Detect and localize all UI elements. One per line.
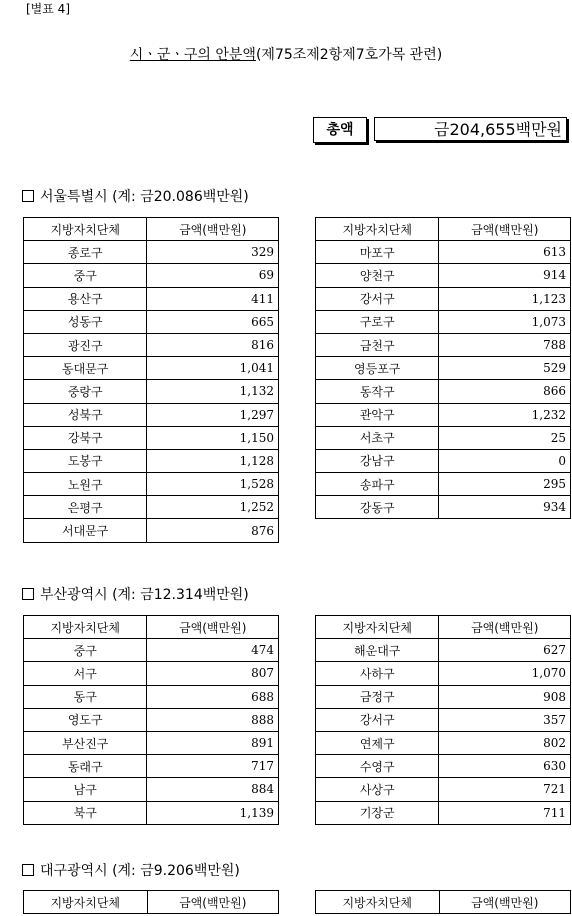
district-name: 강서구 — [316, 287, 439, 310]
district-name: 수영구 — [316, 755, 439, 778]
checkbox-square-icon — [22, 864, 34, 876]
district-amount: 1,528 — [147, 473, 279, 496]
district-name: 남구 — [24, 778, 147, 801]
section-title: 서울특별시 (계: 금20.086백만원) — [40, 189, 249, 205]
table-header-row — [316, 218, 571, 241]
district-amount: 529 — [439, 357, 571, 380]
table-row — [316, 333, 571, 356]
district-amount: 866 — [439, 380, 571, 403]
district-amount: 613 — [439, 241, 571, 264]
district-amount: 474 — [147, 639, 279, 662]
table-row — [24, 403, 279, 426]
table-header-row — [24, 218, 279, 241]
district-amount: 1,232 — [439, 403, 571, 426]
busan-table-right — [315, 615, 571, 825]
table-row — [316, 731, 571, 754]
header-name: 지방자치단체 — [316, 616, 439, 639]
section-daegu — [22, 860, 240, 880]
district-amount: 1,123 — [439, 287, 571, 310]
table-row — [316, 778, 571, 801]
total-label: 총액 — [313, 117, 367, 143]
district-name: 중구 — [24, 639, 147, 662]
district-name: 송파구 — [316, 473, 439, 496]
table-row — [24, 357, 279, 380]
district-amount: 807 — [147, 662, 279, 685]
district-name: 강남구 — [316, 449, 439, 472]
district-name: 영등포구 — [316, 357, 439, 380]
header-amount: 금액(백만원) — [147, 616, 279, 639]
table-row — [316, 496, 571, 519]
district-name: 서대문구 — [24, 519, 147, 542]
header-name: 지방자치단체 — [316, 218, 439, 241]
district-name: 강동구 — [316, 496, 439, 519]
table-row — [316, 685, 571, 708]
district-amount: 908 — [439, 685, 571, 708]
table-row — [316, 310, 571, 333]
district-name: 금정구 — [316, 685, 439, 708]
district-amount: 1,073 — [439, 310, 571, 333]
district-name: 용산구 — [24, 287, 147, 310]
district-amount: 69 — [147, 264, 279, 287]
district-name: 중랑구 — [24, 380, 147, 403]
district-amount: 717 — [147, 755, 279, 778]
table-row — [316, 380, 571, 403]
district-amount: 688 — [147, 685, 279, 708]
table-row — [316, 426, 571, 449]
district-name: 성동구 — [24, 310, 147, 333]
table-row — [316, 287, 571, 310]
district-name: 종로구 — [24, 241, 147, 264]
district-name: 양천구 — [316, 264, 439, 287]
district-amount: 888 — [147, 708, 279, 731]
district-amount: 1,128 — [147, 449, 279, 472]
header-amount: 금액(백만원) — [147, 218, 279, 241]
district-name: 기장군 — [316, 801, 439, 824]
header-name: 지방자치단체 — [24, 218, 147, 241]
header-amount: 금액(백만원) — [439, 218, 571, 241]
header-name: 지방자치단체 — [24, 891, 148, 914]
table-row — [24, 519, 279, 542]
district-amount: 630 — [439, 755, 571, 778]
district-amount: 1,041 — [147, 357, 279, 380]
district-name: 사하구 — [316, 662, 439, 685]
district-name: 연제구 — [316, 731, 439, 754]
district-amount: 711 — [439, 801, 571, 824]
district-name: 중구 — [24, 264, 147, 287]
table-row — [24, 333, 279, 356]
district-name: 서초구 — [316, 426, 439, 449]
district-amount: 891 — [147, 731, 279, 754]
table-row — [24, 473, 279, 496]
checkbox-square-icon — [22, 588, 34, 600]
table-row — [24, 380, 279, 403]
annex-note: [별표 4] — [26, 2, 70, 16]
table-header-row — [24, 891, 279, 914]
table-row — [316, 264, 571, 287]
daegu-table-right — [315, 890, 571, 914]
header-amount: 금액(백만원) — [147, 891, 279, 914]
table-header-row — [316, 616, 571, 639]
district-amount: 295 — [439, 473, 571, 496]
district-amount: 934 — [439, 496, 571, 519]
title-main: 시ㆍ군ㆍ구의 안분액 — [129, 47, 256, 63]
district-amount: 876 — [147, 519, 279, 542]
header-amount: 금액(백만원) — [439, 891, 571, 914]
header-amount: 금액(백만원) — [439, 616, 571, 639]
table-header-row — [316, 891, 571, 914]
district-name: 영도구 — [24, 708, 147, 731]
district-amount: 816 — [147, 333, 279, 356]
table-row — [24, 801, 279, 824]
table-row — [24, 639, 279, 662]
district-amount: 1,297 — [147, 403, 279, 426]
table-row — [24, 755, 279, 778]
district-name: 해운대구 — [316, 639, 439, 662]
section-seoul — [22, 186, 249, 206]
table-row — [24, 310, 279, 333]
district-amount: 665 — [147, 310, 279, 333]
table-row — [24, 264, 279, 287]
district-name: 동래구 — [24, 755, 147, 778]
district-amount: 802 — [439, 731, 571, 754]
seoul-table-right — [315, 217, 571, 519]
table-row — [316, 449, 571, 472]
district-name: 금천구 — [316, 333, 439, 356]
table-row — [24, 241, 279, 264]
district-amount: 721 — [439, 778, 571, 801]
district-name: 성북구 — [24, 403, 147, 426]
district-name: 도봉구 — [24, 449, 147, 472]
district-amount: 1,132 — [147, 380, 279, 403]
district-name: 부산진구 — [24, 731, 147, 754]
total-value: 금204,655백만원 — [374, 117, 567, 141]
district-name: 강북구 — [24, 426, 147, 449]
district-name: 동작구 — [316, 380, 439, 403]
table-row — [24, 662, 279, 685]
table-row — [24, 496, 279, 519]
table-row — [316, 801, 571, 824]
table-row — [24, 685, 279, 708]
table-row — [24, 731, 279, 754]
table-row — [316, 708, 571, 731]
district-name: 관악구 — [316, 403, 439, 426]
district-amount: 329 — [147, 241, 279, 264]
district-name: 노원구 — [24, 473, 147, 496]
table-row — [316, 639, 571, 662]
seoul-table-left — [23, 217, 279, 543]
section-title: 부산광역시 (계: 금12.314백만원) — [40, 587, 249, 603]
busan-table-left — [23, 615, 279, 825]
district-amount: 0 — [439, 449, 571, 472]
district-amount: 788 — [439, 333, 571, 356]
district-amount: 1,252 — [147, 496, 279, 519]
district-name: 은평구 — [24, 496, 147, 519]
district-name: 동대문구 — [24, 357, 147, 380]
table-row — [316, 241, 571, 264]
table-row — [316, 662, 571, 685]
district-name: 구로구 — [316, 310, 439, 333]
table-row — [24, 287, 279, 310]
district-name: 서구 — [24, 662, 147, 685]
district-name: 광진구 — [24, 333, 147, 356]
district-amount: 884 — [147, 778, 279, 801]
section-busan — [22, 584, 249, 604]
checkbox-square-icon — [22, 190, 34, 202]
daegu-table-left — [23, 890, 279, 914]
title-sub: (제75조제2항제7호가목 관련) — [255, 47, 443, 63]
district-name: 강서구 — [316, 708, 439, 731]
table-row — [316, 473, 571, 496]
district-amount: 1,139 — [147, 801, 279, 824]
district-amount: 357 — [439, 708, 571, 731]
table-row — [24, 449, 279, 472]
table-row — [316, 357, 571, 380]
district-amount: 25 — [439, 426, 571, 449]
page-title — [0, 44, 572, 64]
district-amount: 1,150 — [147, 426, 279, 449]
table-row — [316, 403, 571, 426]
header-name: 지방자치단체 — [316, 891, 440, 914]
table-row — [24, 708, 279, 731]
district-amount: 914 — [439, 264, 571, 287]
header-name: 지방자치단체 — [24, 616, 147, 639]
table-row — [24, 778, 279, 801]
table-header-row — [24, 616, 279, 639]
table-row — [24, 426, 279, 449]
district-name: 북구 — [24, 801, 147, 824]
section-title: 대구광역시 (계: 금9.206백만원) — [40, 863, 240, 879]
district-name: 마포구 — [316, 241, 439, 264]
district-amount: 627 — [439, 639, 571, 662]
district-name: 사상구 — [316, 778, 439, 801]
district-name: 동구 — [24, 685, 147, 708]
district-amount: 411 — [147, 287, 279, 310]
district-amount: 1,070 — [439, 662, 571, 685]
table-row — [316, 755, 571, 778]
